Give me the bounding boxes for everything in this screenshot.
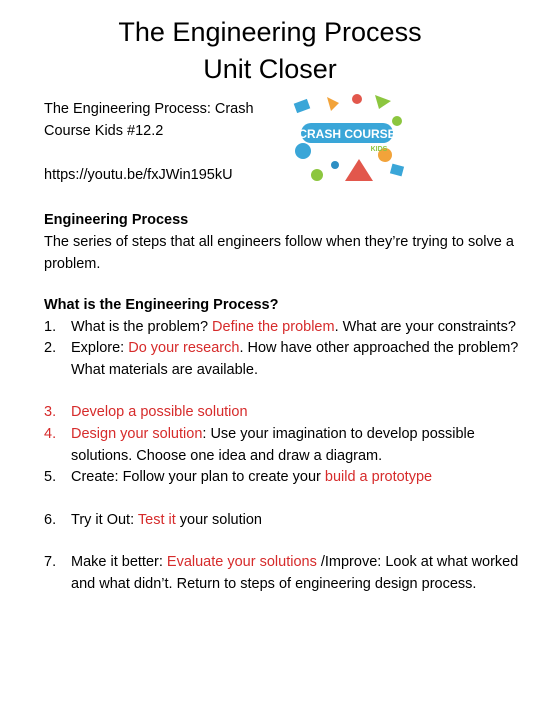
step-text: Explore: xyxy=(71,340,129,357)
step-3 xyxy=(44,402,534,424)
step-text: . What are your constraints? xyxy=(334,318,516,335)
logo-text: CRASH COURSE xyxy=(298,127,396,141)
logo-subtext: KIDS xyxy=(370,146,388,153)
step-text: What is the problem? xyxy=(71,318,213,335)
step-number: 5. xyxy=(44,469,57,486)
title-line-2: Unit Closer xyxy=(203,54,337,84)
step-4 xyxy=(44,424,534,467)
definition xyxy=(44,209,534,275)
step-number: 2. xyxy=(44,340,57,357)
step-highlight: Design your solution xyxy=(71,425,203,442)
step-highlight: Define the problem xyxy=(212,318,335,335)
step-7 xyxy=(44,552,534,595)
step-number: 7. xyxy=(44,554,57,571)
video-link[interactable]: https://youtu.be/fxJWin195kU xyxy=(44,167,233,183)
steps-heading: What is the Engineering Process? xyxy=(44,297,279,313)
definition-text: The series of steps that all engineers follow when they’re trying to solve a problem. xyxy=(44,234,514,272)
page-title xyxy=(0,14,540,88)
title-line-1: The Engineering Process xyxy=(118,17,422,47)
step-text: : Use your imagination to develop possible solutions. Choose one idea and draw a diagram. xyxy=(71,425,475,464)
step-6 xyxy=(44,510,534,532)
step-highlight: Test it xyxy=(137,511,176,528)
step-highlight: Develop a possible solution xyxy=(71,404,248,421)
step-number: 4. xyxy=(44,425,57,442)
step-text: Try it Out: xyxy=(71,511,138,528)
step-text: . How have other approached the problem? What materials are available. xyxy=(71,340,519,378)
steps-section xyxy=(44,295,534,596)
step-number: 1. xyxy=(44,318,57,335)
step-5 xyxy=(44,467,534,489)
step-highlight: build a prototype xyxy=(324,469,433,486)
crash-course-kids-logo xyxy=(287,89,412,189)
step-text: Make it better: xyxy=(71,554,167,571)
step-1 xyxy=(44,317,534,339)
step-text: /Improve: Look at what worked and what didn’t. Return to steps of engineering design process. xyxy=(71,554,519,592)
step-2 xyxy=(44,338,534,381)
video-title: The Engineering Process: Crash Course Kids #12.2 xyxy=(44,101,254,139)
step-highlight: Do your research xyxy=(128,340,240,357)
step-text: your solution xyxy=(175,511,262,528)
step-number: 3. xyxy=(44,404,57,421)
step-highlight: Evaluate your solutions xyxy=(166,554,317,571)
step-number: 6. xyxy=(44,511,57,528)
definition-term: Engineering Process xyxy=(44,212,189,228)
step-text: Create: Follow your plan to create your xyxy=(71,469,325,486)
